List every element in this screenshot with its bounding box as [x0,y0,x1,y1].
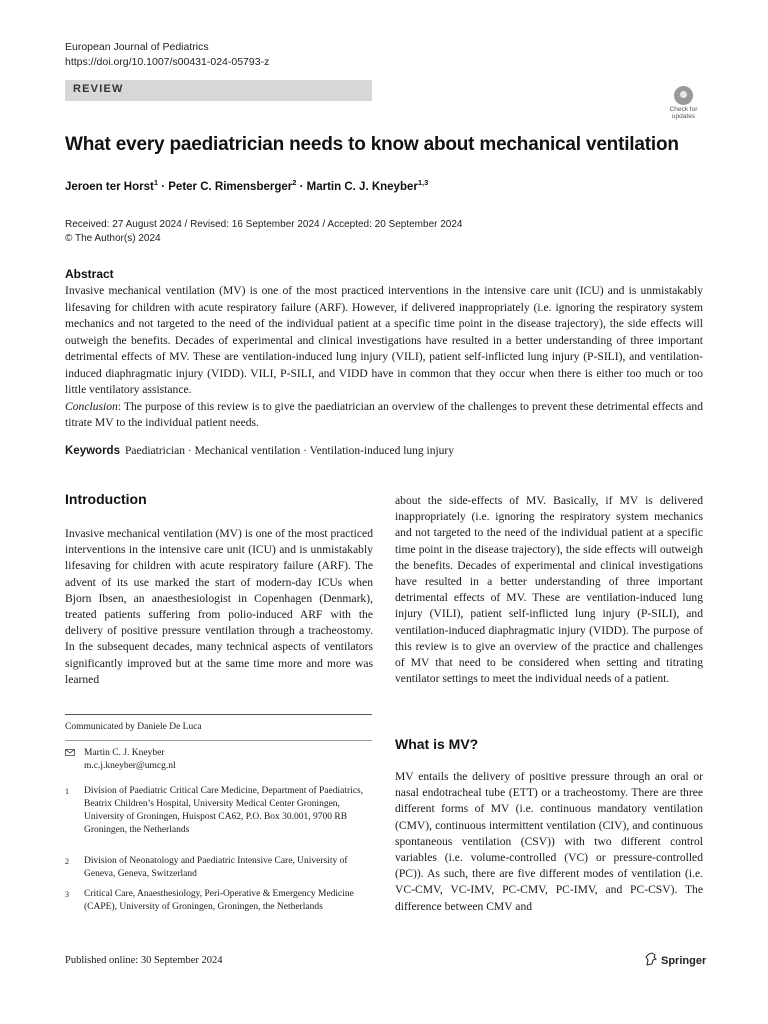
introduction-text: Invasive mechanical ventilation (MV) is one of the most practiced interventions in the intensive care unit (ICU) and is unmistakably lifesaving for children with acute respiratory failure (ARF). The advent of its use marked the start of modern-day ICUs when Bjorn Ibsen, an anaesthesiologist in Copenhagen (Denmark), treated patients suffering from polio-induced ARF with the delivery of positive pressure ventilation through a tracheostomy. In the subsequent decades, many technical aspects of ventilators significantly improved but at the same time more and more was learned [65,527,373,686]
what-is-mv-text: MV entails the delivery of positive pressure through an oral or nasal endotracheal tube (ETT) or a tracheostomy. There are three different forms of MV (i.e. continuous mandatory ventilation (CMV), continuous intermittent ventilation (CIV), and continuous spontaneous ventilation (CSV)) with two different control variables (i.e. volume-controlled (VC) or pressure-controlled (PC)). As such, there are five different modes of ventilation (i.e. VC-CMV, VC-IMV, PC-CMV, PC-IMV, and PC-CSV). The difference between CMV and [395,770,703,913]
author-affiliation: 2 [292,178,297,187]
affiliation-number: 3 [65,890,69,899]
author-affiliation: 1,3 [417,178,429,187]
article-dates [65,218,463,246]
keywords-label: Keywords [65,445,120,457]
footnote-divider [65,740,372,741]
contact-name: Martin C. J. Kneyber [84,748,165,758]
affiliation-text: Division of Paediatric Critical Care Medicine, Department of Paediatrics, Beatrix Children’s Hospital, University Medical Center Groningen, University of Groningen, Huispost CA62, P.O. Box 30.001, 9700 RB Groningen, the Netherlands [84,786,364,835]
affiliation-text: Division of Neonatology and Paediatric Intensive Care, University of Geneva, Geneva, Switzerland [84,856,348,879]
affiliation-text: Critical Care, Anaesthesiology, Peri-Operative & Emergency Medicine (CAPE), University of Groningen, Groningen, the Netherlands [84,889,354,912]
footnote-divider [65,714,372,715]
check-for-updates-badge[interactable] [664,84,703,124]
journal-header [65,40,269,70]
publisher-logo [645,952,706,967]
author-name[interactable]: Jeroen ter Horst [65,180,154,193]
received-revised-accepted: Received: 27 August 2024 / Revised: 16 September 2024 / Accepted: 20 September 2024 [65,219,463,230]
introduction-continued [395,493,703,687]
keywords-list: Paediatrician · Mechanical ventilation · Ventilation-induced lung injury [124,445,455,457]
affiliation-item [65,855,372,883]
introduction-continued-text: about the side-effects of MV. Basically, if MV is delivered inappropriately (i.e. ignoring the respiratory system mechanics and not targeted to the need of the individual patient at a specific time point in the disease trajectory), the side effects will outweigh the benefits. Decades of experimental and clinical investigations have resulted in a better understanding of three important detrimental effects of MV. These are ventilation-induced lung injury (VILI), patient self-inflicted lung injury (P-SILI), and ventilation-induced diaphragmatic injury (VIDD). The purpose of this review is to give an overview of the practice and challenges of MV that need to be considered when setting and titrating ventilator settings to meet the individual needs of a patient. [395,494,703,686]
conclusion-label: Conclusion [65,399,118,413]
introduction-paragraph [65,526,373,688]
contact-details [84,747,364,773]
introduction-heading: Introduction [65,491,147,507]
journal-name: European Journal of Pediatrics [65,41,209,53]
author-name[interactable]: Martin C. J. Kneyber [306,180,418,193]
author-name[interactable]: Peter C. Rimensberger [168,180,293,193]
what-is-mv-heading: What is MV? [395,736,479,752]
abstract-conclusion [65,399,703,432]
doi-link[interactable]: https://doi.org/10.1007/s00431-024-05793-z [65,56,270,68]
corresponding-author [65,747,372,775]
author-affiliation: 1 [153,178,159,187]
affiliation-item [65,785,372,851]
affiliation-number: 1 [65,787,69,796]
abstract-body [65,283,703,432]
conclusion-text: : The purpose of this review is to give the paediatrician an overview of the challenges to prevent these detrimental effects and titrate MV to the individual patient needs. [65,399,703,429]
section-bar [65,80,372,101]
copyright-notice: © The Author(s) 2024 [65,233,161,244]
publisher-name: Springer [661,955,707,967]
abstract-heading: Abstract [65,267,114,281]
author-list: Jeroen ter Horst$^1$ · Peter C. Rimensberger$^2$ · Martin C. J. Kneyber$^{1,3}$ [65,178,429,193]
abstract-text: Invasive mechanical ventilation (MV) is one of the most practiced interventions in the intensive care unit (ICU) and is unmistakably lifesaving for children with acute respiratory failure (ARF). However, if delivered inappropriately (i.e. ignoring the respiratory system mechanics and not targeted to the need of the individual patient at a specific time point in the disease trajectory), the side effects will outweigh the benefits. Decades of experimental and clinical investigations have resulted in a better understanding of three important detrimental effects of MV. These are ventilation-induced lung injury (VILI), patient self-inflicted lung injury (P-SILI), and ventilation-induced diaphragmatic injury (VIDD). VILI, P-SILI, and VIDD have in common that they occur when there is either too much or too little ventilatory assistance. [65,284,703,396]
affiliation-number: 2 [65,857,69,866]
springer-horse-icon [645,952,657,966]
keywords [65,445,454,457]
envelope-icon [65,749,75,756]
published-online: Published online: 30 September 2024 [65,955,223,966]
section-label: REVIEW [73,83,124,95]
communicated-by: Communicated by Daniele De Luca [65,722,202,732]
check-updates-label: Check for updates [669,106,698,120]
contact-email[interactable]: m.c.j.kneyber@umcg.nl [84,761,176,771]
affiliation-item [65,888,372,930]
what-is-mv-paragraph [395,769,703,915]
article-title: What every paediatrician needs to know about mechanical ventilation [65,134,679,155]
check-updates-icon [674,86,693,105]
